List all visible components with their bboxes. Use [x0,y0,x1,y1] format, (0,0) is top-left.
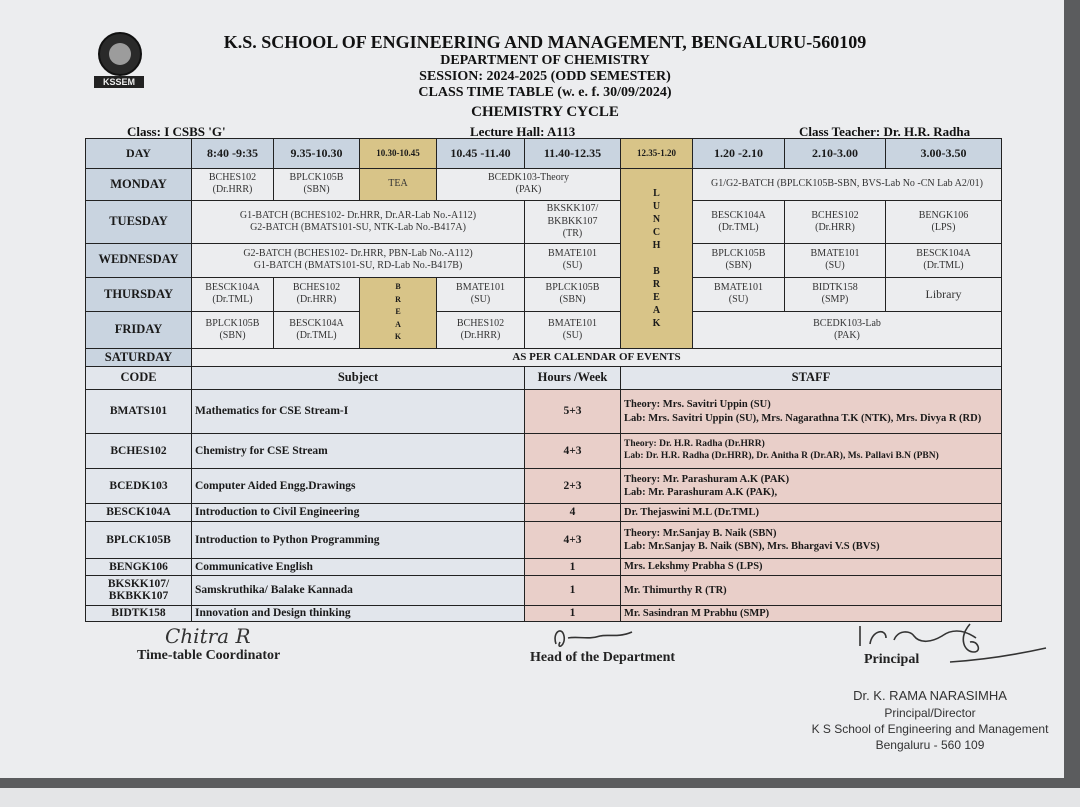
subject-header-row [86,367,1002,389]
thursday-slot-7: BMATE101 (SU) [693,277,785,312]
friday-slot-4: BCHES102 (Dr.HRR) [437,312,525,349]
college-logo [98,32,142,90]
subject-row [86,503,1002,521]
subject-name: Computer Aided Engg.Drawings [192,469,525,504]
subject-name: Chemistry for CSE Stream [192,434,525,469]
tuesday-slot-8: BCHES102 (Dr.HRR) [785,201,886,244]
col-slot-lunch: 12.35-1.20 [621,139,693,169]
row-friday [86,312,1002,349]
friday-slot-1: BPLCK105B (SBN) [192,312,274,349]
tuesday-slot-7: BESCK104A (Dr.TML) [693,201,785,244]
day-monday: MONDAY [86,168,192,201]
subject-name: Mathematics for CSE Stream-I [192,389,525,434]
col-slot-5: 11.40-12.35 [525,139,621,169]
stamp-institution: K S School of Engineering and Management [811,722,1049,736]
day-saturday: SATURDAY [86,348,192,366]
col-day: DAY [86,139,192,169]
friday-slot-5: BMATE101 (SU) [525,312,621,349]
head-staff: STAFF [621,367,1002,389]
subject-name: Introduction to Python Programming [192,522,525,559]
subject-hours: 4 [525,503,621,521]
subject-row [86,469,1002,504]
monday-slot-1: BCHES102 (Dr.HRR) [192,168,274,201]
head-subject: Subject [192,367,525,389]
friday-slot-2: BESCK104A (Dr.TML) [274,312,360,349]
subject-code: BIDTK158 [86,605,192,621]
wednesday-slot-8: BMATE101 (SU) [785,243,886,277]
thursday-slot-8: BIDTK158 (SMP) [785,277,886,312]
logo-text: KSSEM [94,76,144,88]
monday-afternoon-lab: G1/G2-BATCH (BPLCK105B-SBN, BVS-Lab No -CN Lab A2/01) [693,168,1002,201]
subject-row [86,558,1002,575]
subject-hours: 2+3 [525,469,621,504]
coordinator-signature: Chitra R [165,624,251,648]
subject-hours: 4+3 [525,522,621,559]
subject-code: BCHES102 [86,434,192,469]
subject-hours: 1 [525,605,621,621]
subject-row [86,434,1002,469]
short-break-cell: B R E A K [360,277,437,348]
subject-name: Communicative English [192,558,525,575]
col-slot-1: 8:40 -9:35 [192,139,274,169]
friday-afternoon-lab: BCEDK103-Lab (PAK) [693,312,1002,349]
subject-staff: Theory: Mr.Sanjay B. Naik (SBN) Lab: Mr.Sanjay B. Naik (SBN), Mrs. Bhargavi V.S (BVS) [621,522,1002,559]
thursday-slot-2: BCHES102 (Dr.HRR) [274,277,360,312]
thursday-slot-5: BPLCK105B (SBN) [525,277,621,312]
row-wednesday [86,243,1002,277]
subject-name: Introduction to Civil Engineering [192,503,525,521]
subject-staff: Dr. Thejaswini M.L (Dr.TML) [621,503,1002,521]
col-slot-tea: 10.30-10.45 [360,139,437,169]
lecture-hall-label: Lecture Hall: A113 [470,124,576,139]
subject-code: BPLCK105B [86,522,192,559]
thursday-library: Library [886,277,1002,312]
monday-slot-4-5: BCEDK103-Theory (PAK) [437,168,621,201]
background-strip [0,788,1080,807]
subject-staff: Mrs. Lekshmy Prabha S (LPS) [621,558,1002,575]
subject-code: BCEDK103 [86,469,192,504]
wednesday-slot-9: BESCK104A (Dr.TML) [886,243,1002,277]
subject-code: BENGK106 [86,558,192,575]
subject-name: Innovation and Design thinking [192,605,525,621]
tuesday-slot-9: BENGK106 (LPS) [886,201,1002,244]
tea-break-cell: TEA [360,168,437,201]
hod-label: Head of the Department [530,650,676,665]
subject-staff: Theory: Mr. Parashuram A.K (PAK) Lab: Mr. Parashuram A.K (PAK), [621,469,1002,504]
subject-code: BKSKK107/ BKBKK107 [86,576,192,606]
subject-code: BMATS101 [86,389,192,434]
col-slot-2: 9.35-10.30 [274,139,360,169]
row-thursday [86,277,1002,312]
day-tuesday: TUESDAY [86,201,192,244]
subject-hours: 1 [525,576,621,606]
subject-name: Samskruthika/ Balake Kannada [192,576,525,606]
subject-code: BESCK104A [86,503,192,521]
session-line: SESSION: 2024-2025 (ODD SEMESTER) [419,69,671,84]
wednesday-slot-5: BMATE101 (SU) [525,243,621,277]
thursday-slot-4: BMATE101 (SU) [437,277,525,312]
day-wednesday: WEDNESDAY [86,243,192,277]
cycle-title: CHEMISTRY CYCLE [471,104,619,120]
stamp-city: Bengaluru - 560 109 [875,738,985,752]
day-friday: FRIDAY [86,312,192,349]
head-code: CODE [86,367,192,389]
timetable-grid [85,138,1002,622]
col-slot-8: 2.10-3.00 [785,139,886,169]
monday-slot-2: BPLCK105B (SBN) [274,168,360,201]
college-name: K.S. SCHOOL OF ENGINEERING AND MANAGEMENT, BENGALURU-560109 [223,32,867,52]
class-teacher-label: Class Teacher: Dr. H.R. Radha [799,124,971,139]
tuesday-morning-lab: G1-BATCH (BCHES102- Dr.HRR, Dr.AR-Lab No.-A112) G2-BATCH (BMATS101-SU, NTK-Lab No.-B417A) [192,201,525,244]
col-slot-4: 10.45 -11.40 [437,139,525,169]
subject-staff: Theory: Mrs. Savitri Uppin (SU) Lab: Mrs. Savitri Uppin (SU), Mrs. Nagarathna T.K (NTK), Mrs. Divya R (RD) [621,389,1002,434]
time-header-row [86,139,1002,169]
subject-row [86,389,1002,434]
day-thursday: THURSDAY [86,277,192,312]
saturday-note: AS PER CALENDAR OF EVENTS [192,348,1002,366]
subject-staff: Theory: Dr. H.R. Radha (Dr.HRR) Lab: Dr. H.R. Radha (Dr.HRR), Dr. Anitha R (Dr.AR), Ms. Pallavi B.N (PBN) [621,434,1002,469]
subject-hours: 1 [525,558,621,575]
hod-signature [548,624,638,652]
head-hours: Hours /Week [525,367,621,389]
wednesday-slot-7: BPLCK105B (SBN) [693,243,785,277]
principal-label: Principal [864,652,920,667]
timetable-title: CLASS TIME TABLE (w. e. f. 30/09/2024) [418,85,672,100]
principal-signature [850,618,1050,684]
wednesday-morning-lab: G2-BATCH (BCHES102- Dr.HRR, PBN-Lab No.-A112) G1-BATCH (BMATS101-SU, RD-Lab No.-B417B) [192,243,525,277]
subject-row [86,522,1002,559]
tuesday-slot-5: BKSKK107/ BKBKK107 (TR) [525,201,621,244]
col-slot-7: 1.20 -2.10 [693,139,785,169]
subject-staff: Mr. Thimurthy R (TR) [621,576,1002,606]
stamp-name: Dr. K. RAMA NARASIMHA [853,688,1007,703]
row-tuesday [86,201,1002,244]
subject-staff: Mr. Sasindran M Prabhu (SMP) [621,605,1002,621]
col-slot-9: 3.00-3.50 [886,139,1002,169]
subject-hours: 5+3 [525,389,621,434]
stamp-title: Principal/Director [884,706,976,720]
class-label: Class: I CSBS 'G' [127,124,226,139]
row-monday [86,168,1002,201]
row-saturday [86,348,1002,366]
logo-emblem-icon [98,32,142,76]
lunch-break-cell: L U N C H B R E A K [621,168,693,348]
thursday-slot-1: BESCK104A (Dr.TML) [192,277,274,312]
subject-row [86,576,1002,606]
subject-hours: 4+3 [525,434,621,469]
coordinator-label: Time-table Coordinator [137,648,281,663]
department-name: DEPARTMENT OF CHEMISTRY [440,53,650,68]
